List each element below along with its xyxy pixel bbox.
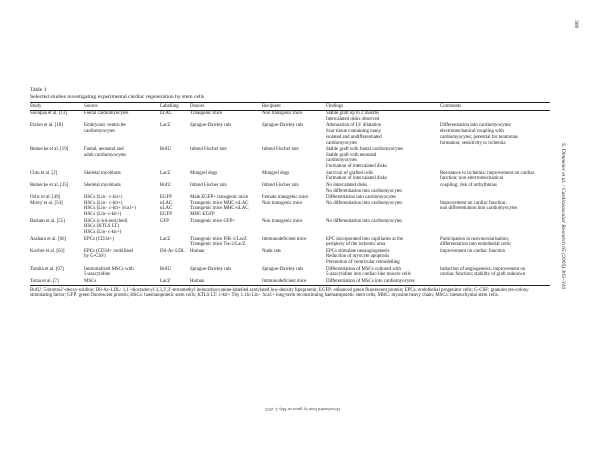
cell-line: Non transgenic mice [262,111,303,117]
cell-study [30,195,84,219]
cell-recipient [262,182,326,194]
cell-line: Inbred Fischer rats [262,147,299,153]
cell-line: Differentiation of MSCs into cardiomyocytes [326,278,415,284]
cell-line: Improvement on cardiac function; [440,200,507,206]
cell-line: Sprague-Dawley rats [262,266,304,272]
column-header: Study [30,103,42,109]
column-header: Recipient [262,103,281,109]
cell-donors [190,110,262,123]
cell-line: HSCs (c-kit-enriched) [84,218,128,224]
cell-study [30,248,84,266]
cell-labelling [160,266,190,278]
cell-line: differentiation into endothelial cells; [440,242,512,248]
cell-line: Orlic et al. [49] [30,195,61,201]
cell-recipient [262,123,326,147]
cell-recipient [262,110,326,123]
cell-labelling [160,170,190,182]
cell-line: Formation of intercalated disks [326,164,387,170]
cell-source [84,248,160,266]
cell-line: MHC-EGFP [190,212,215,218]
cell-line: HSCs (Lin− c-kit+ Sca1+) [84,206,136,212]
cell-line: by G-CSF) [84,254,106,260]
cell-comments [440,236,550,248]
cell-line: BrdU [160,182,171,188]
table-header-row [30,103,550,111]
running-head: S. Dimmeler et al. / Cardiovascular Research 65 (2005) 305–316 [560,143,566,290]
cell-recipient [262,278,326,285]
cell-recipient [262,248,326,266]
cell-source [84,110,160,123]
cell-line: Differentiation of MSCs cultured with [326,266,401,272]
cell-line: Immunodeficient mice [262,278,307,284]
cell-labelling [160,195,190,219]
cell-line: cardiomyocytes; potential for teratomas [440,134,518,140]
cell-line: Non transgenic mice [262,200,303,206]
cell-findings [326,195,440,219]
cell-source [84,278,160,285]
cell-comments [440,123,550,147]
cell-line: Skeletal myoblasts [84,182,121,188]
cell-comments [440,278,550,285]
cell-line: Skeletal myoblasts [84,170,121,176]
cell-line: Immunodeficient mice [262,236,307,242]
cell-line: cardiomyocytes [326,140,357,146]
table-body [30,110,550,285]
cell-line: Immortalized MSCs with [84,266,134,272]
cell-line: Scar tissue containing many [326,129,382,135]
cell-line: Etzion et al. [18] [30,123,63,129]
cell-line: cardiac function; stability of graft unknown [440,272,526,278]
cell-study [30,218,84,236]
cell-labelling [160,147,190,171]
cell-line: cardiomyocytes [326,158,357,164]
cell-line: Stable graft up to 2 months [326,111,380,117]
cell-comments [440,266,550,278]
cell-study [30,110,84,123]
cell-line: formation; sensitivity to ischemia [440,140,506,146]
cell-line: Attenuation of LV dilatation [326,123,382,129]
cell-donors [190,182,262,194]
cell-line: HSCs (Lin−c-kit+) [84,212,122,218]
stem-cell-studies-table [30,102,550,286]
page-number: 306 [573,20,579,29]
cell-line: Sprague-Dawley rats [190,123,232,129]
table-container [30,87,550,299]
cell-line: non differentiation into cardiomyocytes [440,206,518,212]
cell-findings [326,248,440,266]
table-row [30,218,550,236]
cell-line: Human [190,278,205,284]
column-header: Comments [440,103,462,109]
cell-findings [326,218,440,236]
cell-line: Kocher et al. [63] [30,248,65,254]
cell-line: nLAC [160,206,173,212]
cell-line: Participation in neovascularisation; [440,236,509,242]
cell-line: Transgenic mice MHC-nLAC [190,200,249,206]
cell-line: Toma et al. [7] [30,278,59,284]
cell-line: EGFP [160,212,172,218]
cell-line: No differentiation into cardiomyocytes [326,218,403,224]
cell-findings [326,110,440,123]
cell-line: No differentiation into cardiomyocytes [326,188,403,194]
cell-line: Transgenic mice [190,111,223,117]
cell-line: Differentiation into cardiomyocytes [326,195,396,201]
cell-line: Reinecke et al. [35] [30,182,69,188]
cell-line: isolated and undifferentiated [326,134,382,140]
cell-labelling [160,110,190,123]
cell-comments [440,248,550,266]
cell-labelling [160,218,190,236]
cell-line: Inbred Fischer rats [190,147,227,153]
cell-line: Formation of intercalated disks [326,176,387,182]
cell-line: Non transgenic mice [262,218,303,224]
cell-source [84,170,160,182]
cell-source [84,147,160,171]
cell-line: Intercalated disks observed [326,116,380,122]
cell-donors [190,147,262,171]
cell-line: HSCs (KTLS LT) [84,224,119,230]
cell-line: cardiomyocytes [84,129,115,135]
cell-study [30,266,84,278]
cell-comments [440,218,550,236]
cell-line: Female transgenic mice [262,195,309,201]
cell-donors [190,236,262,248]
cell-donors [190,123,262,147]
cell-line: Balsam et al. [55] [30,218,65,224]
cell-line: Transgenic mice FlK-1/LacZ [190,236,247,242]
cell-line: Foetal cardiomyocytes [84,111,129,117]
cell-findings [326,236,440,248]
cell-line: Sprague-Dawley rats [262,123,304,129]
cell-recipient [262,170,326,182]
cell-line: Soonpaa et al. [13] [30,111,67,117]
cell-line: GFP [160,218,169,224]
cell-line: Mongrel dogs [262,170,290,176]
cell-line: Stable graft with neonatal [326,152,377,158]
table-row [30,147,550,171]
cell-labelling [160,182,190,194]
cell-line: function; non electromechanical [440,176,504,182]
cell-line: 5-azacytidine [84,272,111,278]
cell-line: Foetal, neonatal and [84,147,124,153]
cell-study [30,236,84,248]
table-caption: Selected studies investigating experimental cardiac regeneration by stem cells [30,93,205,100]
cell-line: EPC incorporated into capillaries at the [326,236,404,242]
cell-findings [326,278,440,285]
cell-line: Human [190,248,205,254]
cell-line: HSCs (Lin− c-kit+) [84,200,123,206]
table-row [30,110,550,123]
cell-recipient [262,218,326,236]
cell-donors [190,218,262,236]
cell-study [30,278,84,285]
cell-findings [326,182,440,194]
cell-line: Resistance to ischemia; improvement on cardiac [440,170,535,176]
cell-donors [190,170,262,182]
cell-comments [440,147,550,171]
cell-line: Asahara et al. [66] [30,236,67,242]
cell-comments [440,170,550,182]
cell-line: Stable graft with foetal cardiomyocytes [326,147,404,153]
cell-recipient [262,236,326,248]
column-header: Labelling [160,103,179,109]
cell-line: Transgenic mice Tie-2/LacZ [190,242,246,248]
cell-line: Reduction of myocyte apoptosis [326,254,390,260]
cell-line: LacZ [160,123,171,129]
cell-line: Tomita et al. [67] [30,266,64,272]
cell-donors [190,195,262,219]
cell-line: BrdU [160,147,171,153]
cell-line: coupling; risk of arrhythmias [440,182,497,188]
cell-line: 5-azacytidine into cardiac-like muscle cells [326,272,411,278]
cell-line: Nude rats [262,248,281,254]
cell-source [84,236,160,248]
cell-line: Prevention of ventricular remodelling [326,260,400,266]
cell-line: Murry et al. [54] [30,200,63,206]
download-note: Downloaded from by guest on May 2, 2015 [264,407,340,412]
cell-line: MSCs [84,278,97,284]
cell-line: EPCs (CD34+) [84,236,114,242]
cell-line: EPCs (CD34+ mobilized [84,248,133,254]
table-row [30,123,550,147]
cell-line: No differentiation into cardiomyocytes [326,200,403,206]
cell-line: BrdU [160,266,171,272]
cell-study [30,170,84,182]
cell-line: HSCs (Lin− c-kit+) [84,195,123,201]
cell-line: LacZ [160,236,171,242]
cell-line: LacZ [160,170,171,176]
cell-study [30,147,84,171]
cell-line: Sprague-Dawley rats [190,266,232,272]
cell-source [84,195,160,219]
table-row [30,236,550,248]
cell-findings [326,147,440,171]
table-row [30,195,550,219]
cell-line: Transgenic mice GFP+ [190,218,236,224]
cell-study [30,123,84,147]
column-header: Donors [190,103,205,109]
cell-labelling [160,236,190,248]
cell-line: nLAC [160,111,173,117]
cell-line: Male EGFP+ transgenic mice [190,195,249,201]
table-row [30,182,550,194]
cell-line: Embryonic ventricles [84,123,126,129]
cell-line: No intercalated disks [326,182,368,188]
cell-source [84,218,160,236]
table-row [30,278,550,285]
cell-donors [190,248,262,266]
cell-comments [440,182,550,194]
cell-source [84,266,160,278]
cell-recipient [262,195,326,219]
cell-line: Reinecke et al. [19] [30,147,69,153]
cell-line: Inbred Fischer rats [262,182,299,188]
cell-labelling [160,123,190,147]
table-row [30,266,550,278]
cell-line: Mongrel dogs [190,170,218,176]
cell-line: nLAC [160,200,173,206]
cell-line: improvement on cardiac function [440,248,506,254]
cell-line: Differentiation into cardiomyocytes; [440,123,512,129]
cell-donors [190,266,262,278]
cell-source [84,123,160,147]
cell-findings [326,123,440,147]
cell-line: Dil-Ac-LDL [160,248,185,254]
cell-line: electromechanical coupling with [440,129,504,135]
cell-findings [326,170,440,182]
cell-line: Transgenic mice MHC-nLAC [190,206,249,212]
cell-line: adult cardiomyocytes [84,152,126,158]
cell-donors [190,278,262,285]
cell-comments [440,110,550,123]
cell-line: EGFP [160,195,172,201]
table-footnote: BrdU: 5-bromo2′-deoxy-uridine; Dil-Ac-LDL: 1,1′-dioctadecyl-3,3,3′,3′-tetramethyl indocarbocyanine-labelled acetylated low-density lipoprotein; EGFP: enhanced green fluorescent protein; EPCs: endothelial progenitor cells; G-CSF: granulocyte-colony stimulating factor; GFP: green fluorescent protein; HSCs: haematopoietic stem cells; KTLS LT: c-kit+ Thy 1.1lo Lin− Sca1+ long-term reconstituting haematopoietic stem cells; MHC: myosine heavy chain; MSCs: mesenchymal stem cells. [30,287,529,299]
column-header: Findings [326,103,344,109]
cell-line: HSCs (Lin−c-kit+) [84,230,122,236]
cell-labelling [160,278,190,285]
cell-line: periphery of the ischemic area [326,242,386,248]
table-label: Table 1 [30,87,47,93]
cell-recipient [262,266,326,278]
cell-study [30,182,84,194]
cell-line: Survival of grafted cells [326,170,374,176]
column-header: Source [84,103,98,109]
cell-source [84,182,160,194]
cell-line: LacZ [160,278,171,284]
cell-line: Chiu et al. [2] [30,170,58,176]
cell-line: Inbred Fischer rats [190,182,227,188]
table-row [30,248,550,266]
table-row [30,170,550,182]
cell-recipient [262,147,326,171]
cell-line: EPCs stimulate neoangiogenesis [326,248,390,254]
cell-labelling [160,248,190,266]
cell-line: Induction of angiogenesis; improvement on [440,266,526,272]
cell-comments [440,195,550,219]
cell-findings [326,266,440,278]
